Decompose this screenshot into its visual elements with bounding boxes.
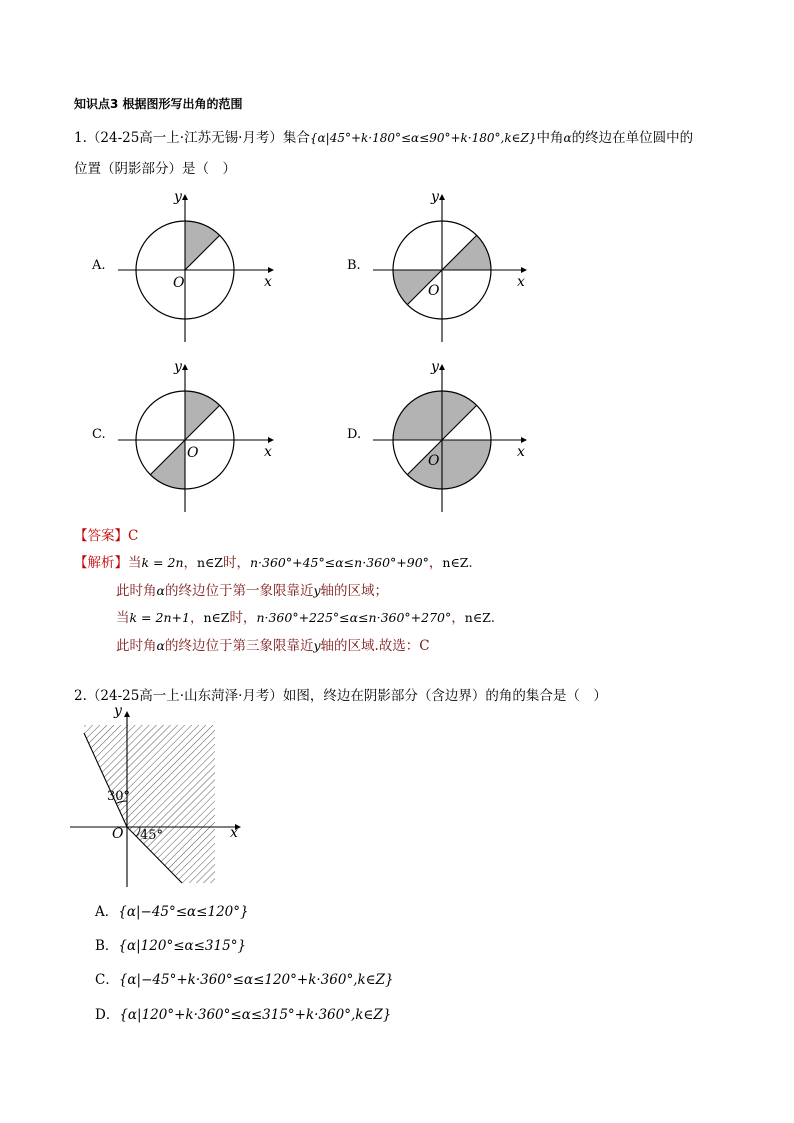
option-expr: {α|120°≤α≤315°} bbox=[118, 938, 247, 954]
y-axis-arrow bbox=[124, 711, 130, 717]
y-axis-arrow bbox=[439, 194, 445, 200]
analysis-math: k = 2n+1 bbox=[129, 610, 190, 625]
analysis-math: y bbox=[313, 583, 321, 598]
answer-value: C bbox=[128, 528, 139, 544]
origin-label: O bbox=[187, 445, 199, 461]
x-label: x bbox=[517, 274, 525, 290]
x-axis-arrow bbox=[268, 267, 274, 273]
analysis-text: ， bbox=[451, 610, 465, 626]
y-label: y bbox=[114, 705, 122, 719]
option-letter: D． bbox=[95, 1007, 120, 1023]
q1-stem bbox=[74, 126, 693, 146]
analysis-math: n∈Z bbox=[442, 555, 469, 570]
x-axis-arrow bbox=[521, 437, 527, 443]
q1-set-expression: {α|45°+k·180°≤α≤90°+k·180°,k∈Z} bbox=[309, 131, 537, 145]
shaded-sector-2 bbox=[150, 440, 185, 489]
option-letter: B． bbox=[95, 938, 119, 954]
q1-alpha: α bbox=[563, 131, 572, 145]
y-label: y bbox=[174, 189, 182, 205]
shaded-region bbox=[84, 725, 215, 883]
q1-analysis-line3 bbox=[116, 606, 495, 626]
x-axis-arrow bbox=[521, 267, 527, 273]
analysis-math: y bbox=[313, 638, 321, 653]
analysis-text: 时， bbox=[223, 555, 250, 571]
analysis-text: 轴的区域.故选：C bbox=[320, 638, 430, 654]
y-label: y bbox=[174, 359, 182, 375]
analysis-text: 的终边位于第一象限靠近 bbox=[164, 583, 314, 599]
q2-option-b[interactable] bbox=[95, 934, 246, 954]
analysis-math: k = 2n bbox=[141, 555, 184, 570]
analysis-tag: 【解析】 bbox=[74, 555, 128, 571]
shaded-sector bbox=[185, 221, 220, 270]
analysis-text: 此时角 bbox=[116, 638, 157, 654]
y-label: y bbox=[431, 189, 439, 205]
q2-stem bbox=[74, 684, 607, 704]
analysis-text: 当 bbox=[128, 555, 142, 571]
origin-label: O bbox=[428, 453, 440, 469]
q1-number: 1. bbox=[74, 130, 87, 146]
q1-source: （24-25高一上·江苏无锡·月考）集合 bbox=[86, 130, 310, 146]
analysis-text: ， bbox=[183, 555, 197, 571]
origin-label: O bbox=[428, 283, 440, 299]
q1-analysis-line2 bbox=[116, 579, 388, 599]
shaded-sector-1 bbox=[185, 391, 220, 440]
shaded-region-1 bbox=[393, 391, 477, 440]
analysis-math: n∈Z bbox=[203, 610, 230, 625]
q1-text-after2: 的终边在单位圆中的 bbox=[571, 130, 694, 146]
option-letter: A． bbox=[95, 904, 119, 920]
y-label: y bbox=[431, 359, 439, 375]
analysis-math: n∈Z bbox=[464, 610, 491, 625]
analysis-text: ， bbox=[189, 610, 204, 626]
x-axis-arrow bbox=[268, 437, 274, 443]
analysis-text: . bbox=[490, 610, 496, 626]
y-axis-arrow bbox=[182, 194, 188, 200]
q1-option-b-letter: B. bbox=[347, 258, 361, 273]
analysis-text: 时， bbox=[229, 610, 257, 626]
q1-option-a-letter: A. bbox=[92, 258, 106, 273]
q1-option-a-figure bbox=[110, 182, 285, 352]
analysis-math: α bbox=[156, 583, 165, 598]
x-label: x bbox=[230, 825, 238, 841]
q1-analysis-line1 bbox=[74, 551, 473, 571]
analysis-text: 轴的区域； bbox=[320, 583, 389, 599]
q1-option-d-letter: D. bbox=[347, 427, 362, 442]
q1-option-d-figure bbox=[365, 352, 540, 522]
q1-text-after: 中角 bbox=[536, 130, 564, 146]
x-label: x bbox=[264, 444, 272, 460]
q1-line2: 位置（阴影部分）是（ ） bbox=[74, 161, 236, 177]
answer-tag: 【答案】 bbox=[74, 528, 128, 544]
analysis-text: . bbox=[468, 555, 473, 571]
q2-option-d[interactable] bbox=[95, 1003, 391, 1023]
option-letter: C． bbox=[95, 972, 119, 988]
y-axis-arrow bbox=[182, 364, 188, 370]
q1-option-c-letter: C. bbox=[92, 427, 106, 442]
analysis-math: n·360°+45°≤α≤n·360°+90° bbox=[250, 555, 429, 570]
q2-text: （24-25高一上·山东菏泽·月考）如图，终边在阴影部分（含边界）的角的集合是（ ） bbox=[86, 688, 607, 704]
q2-option-a[interactable] bbox=[95, 900, 249, 920]
analysis-math: α bbox=[156, 638, 165, 653]
option-expr: {α|−45°≤α≤120°} bbox=[118, 904, 249, 920]
q1-analysis-line4 bbox=[116, 634, 430, 654]
y-axis-arrow bbox=[439, 364, 445, 370]
origin-label: O bbox=[173, 275, 185, 291]
angle-label-45: 45° bbox=[140, 828, 164, 843]
section-title: 知识点3 根据图形写出角的范围 bbox=[74, 97, 243, 111]
analysis-text: 的终边位于第三象限靠近 bbox=[164, 638, 314, 654]
analysis-math: n∈Z bbox=[197, 555, 223, 570]
q2-figure bbox=[70, 705, 250, 890]
option-expr: {α|120°+k·360°≤α≤315°+k·360°,k∈Z} bbox=[119, 1007, 392, 1023]
x-label: x bbox=[264, 274, 272, 290]
angle-label-30: 30° bbox=[107, 789, 131, 804]
analysis-text: 此时角 bbox=[116, 583, 157, 599]
analysis-math: n·360°+225°≤α≤n·360°+270° bbox=[256, 610, 452, 625]
shaded-sector-1 bbox=[442, 235, 491, 270]
analysis-text: 当 bbox=[116, 610, 130, 626]
x-label: x bbox=[517, 444, 525, 460]
q2-option-c[interactable] bbox=[95, 968, 394, 988]
origin-label: O bbox=[112, 826, 124, 842]
q1-option-c-figure bbox=[110, 352, 285, 522]
q1-answer bbox=[74, 524, 138, 544]
shaded-region-2 bbox=[407, 440, 491, 489]
option-expr: {α|−45°+k·360°≤α≤120°+k·360°,k∈Z} bbox=[118, 972, 394, 988]
q1-option-b-figure bbox=[365, 182, 540, 352]
q2-number: 2. bbox=[74, 688, 87, 704]
analysis-text: ， bbox=[428, 555, 443, 571]
